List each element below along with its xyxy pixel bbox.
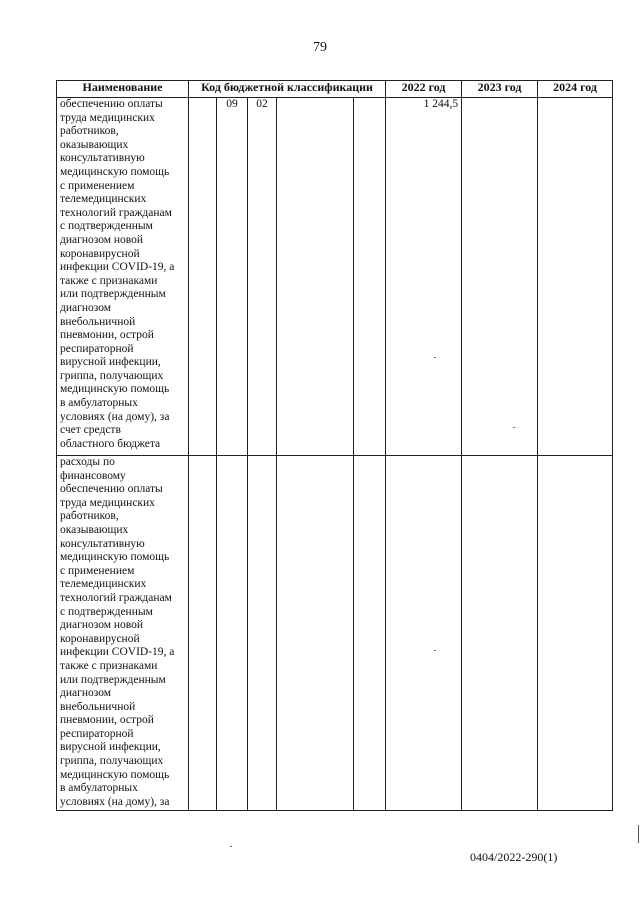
header-2024: 2024 год	[538, 81, 613, 98]
row-name: обеспечению оплаты труда медицинских работников, оказывающих консультативную медицинскую помощь с применением телемедицинских технологий гражданам с подтвержденным диагнозом новой коронавирусной инфекции COVID-19, а также с признаками или подтвержденным диагнозом внебольничной пневмонии, острой респираторной вирусной инфекции, гриппа, получающих медицинскую помощь в амбулаторных условиях (на дому), за счет средств областного бюджета	[60, 98, 175, 450]
scan-speck	[434, 650, 436, 651]
scan-speck	[434, 357, 436, 358]
code-subsection-cell: 02	[248, 98, 277, 456]
value-2022-cell	[386, 456, 462, 811]
value-2024-cell	[538, 456, 613, 811]
scan-speck	[513, 427, 515, 428]
code-section-cell: 09	[217, 98, 248, 456]
code-cell	[189, 98, 217, 456]
value-2023-cell	[462, 456, 538, 811]
table-row	[57, 456, 613, 811]
header-budget-code: Код бюджетной классификации	[189, 81, 386, 98]
scan-speck	[230, 846, 232, 847]
code-type-cell	[354, 98, 386, 456]
code-subsection-cell	[248, 456, 277, 811]
scan-edge-mark	[638, 825, 639, 843]
value-2024-cell	[538, 98, 613, 456]
code-target-cell	[277, 98, 354, 456]
code-section-cell	[217, 456, 248, 811]
header-name: Наименование	[57, 81, 189, 98]
code-cell	[189, 456, 217, 811]
row-name-cell	[57, 98, 189, 456]
code-type-cell	[354, 456, 386, 811]
table-header-row	[57, 81, 613, 98]
header-2023: 2023 год	[462, 81, 538, 98]
header-2022: 2022 год	[386, 81, 462, 98]
row-name: расходы по финансовому обеспечению оплаты труда медицинских работников, оказывающих консультативную медицинскую помощь с применением телемедицинских технологий гражданам с подтвержденным диагнозом новой коронавирусной инфекции COVID-19, а также с признаками или подтвержденным диагнозом внебольничной пневмонии, острой респираторной вирусной инфекции, гриппа, получающих медицинскую помощь в амбулаторных условиях (на дому), за	[60, 456, 175, 808]
table-row	[57, 98, 613, 456]
row-name-cell	[57, 456, 189, 811]
budget-table	[56, 80, 613, 811]
value-2022-cell: 1 244,5	[386, 98, 462, 456]
document-code: 0404/2022-290(1)	[470, 850, 558, 864]
page-number: 79	[313, 40, 327, 55]
value-2023-cell	[462, 98, 538, 456]
code-target-cell	[277, 456, 354, 811]
